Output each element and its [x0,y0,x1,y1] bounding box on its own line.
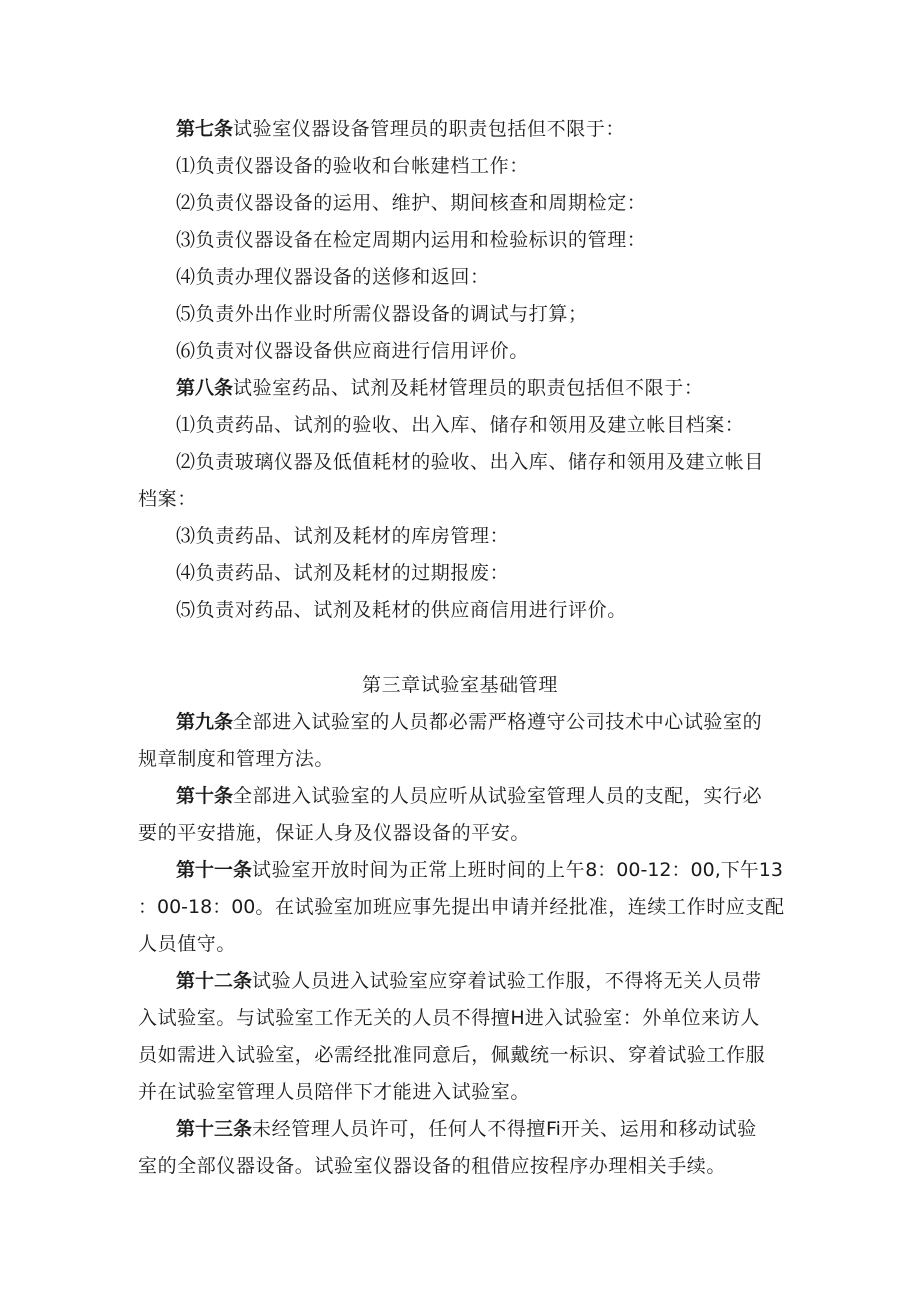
article-10-line-1 [176,785,762,807]
article-text: 试验室仪器设备管理员的职责包括但不限于： [233,118,626,140]
article-7-heading [176,118,625,140]
article-text: 开关、运用和移动试验 [560,1118,757,1140]
list-item: ⑴负责仪器设备的验收和台帐建档工作： [176,155,529,177]
time-range: ：00-18：00 [138,896,256,918]
ocr-glyph: H [510,1007,525,1029]
article-text: 进入试验室：外单位来访人 [524,1007,760,1029]
article-text: 入试验室。与试验室工作无关的人员不得擅 [138,1007,511,1029]
article-10-line-2: 要的平安措施，保证人身及仪器设备的平安。 [138,822,531,844]
article-number: 第七条 [176,118,234,140]
article-13-line-1 [176,1118,757,1140]
list-item: ⑸负责对药品、试剂及耗材的供应商信用进行评价。 [176,599,627,621]
article-9-line-1 [176,711,762,733]
article-number: 第十三条 [176,1118,253,1140]
list-item: ⑶负责药品、试剂及耗材的库房管理： [176,525,510,547]
article-text: 全部进入试验室的人员应听从试验室管理人员的支配，实行必 [233,785,763,807]
article-text: 全部进入试验室的人员都必需严格遵守公司技术中心试验室的 [233,711,763,733]
list-item: ⑷负责办理仪器设备的送修和返回： [176,266,490,288]
article-13-line-2: 室的全部仪器设备。试验室仪器设备的租借应按程序办理相关手续。 [138,1155,727,1177]
list-item: ⑸负责外出作业时所需仪器设备的调试与打算； [176,303,588,325]
article-number: 第十一条 [176,859,253,881]
list-item: ⑵负责玻璃仪器及低值耗材的验收、出入库、储存和领用及建立帐目 [176,451,765,473]
article-number: 第九条 [176,711,234,733]
list-item: ⑵负责仪器设备的运用、维护、期间核查和周期检定： [176,192,647,214]
article-number: 第八条 [176,377,234,399]
list-item-continuation: 档案： [138,488,197,510]
article-12-line-1 [176,970,762,992]
article-number: 第十条 [176,785,234,807]
article-12-line-3: 员如需进入试验室，必需经批准同意后，佩戴统一标识、穿着试验工作服 [138,1044,766,1066]
chapter-title: 第三章试验室基础管理 [361,674,558,696]
article-11-line-3: 人员值守。 [138,933,237,955]
list-item: ⑴负责药品、试剂的验收、出入库、储存和领用及建立帐目档案： [176,414,745,436]
article-number: 第十二条 [176,970,253,992]
list-item: ⑷负责药品、试剂及耗材的过期报废： [176,562,510,584]
article-12-line-4: 并在试验室管理人员陪伴下才能进入试验室。 [138,1081,531,1103]
article-11-line-2 [138,896,785,918]
ocr-glyph: Fi [546,1118,561,1140]
article-text: 试验室药品、试剂及耗材管理员的职责包括但不限于： [233,377,704,399]
list-item: ⑶负责仪器设备在检定周期内运用和检验标识的管理： [176,229,647,251]
article-text: 未经管理人员许可，任何人不得擅 [252,1118,547,1140]
article-8-heading [176,377,703,399]
time-range: 8：00-12：00,下午13 [585,859,783,881]
article-text: 。在试验室加班应事先提出申请并经批准，连续工作时应支配 [255,896,785,918]
list-item: ⑹负责对仪器设备供应商进行信用评价。 [176,340,529,362]
article-12-line-2 [138,1007,760,1029]
article-text: 试验人员进入试验室应穿着试验工作服，不得将无关人员带 [252,970,762,992]
article-9-line-2: 规章制度和管理方法。 [138,748,335,770]
article-11-line-1 [176,859,783,881]
article-text: 试验室开放时间为正常上班时间的上午 [252,859,586,881]
